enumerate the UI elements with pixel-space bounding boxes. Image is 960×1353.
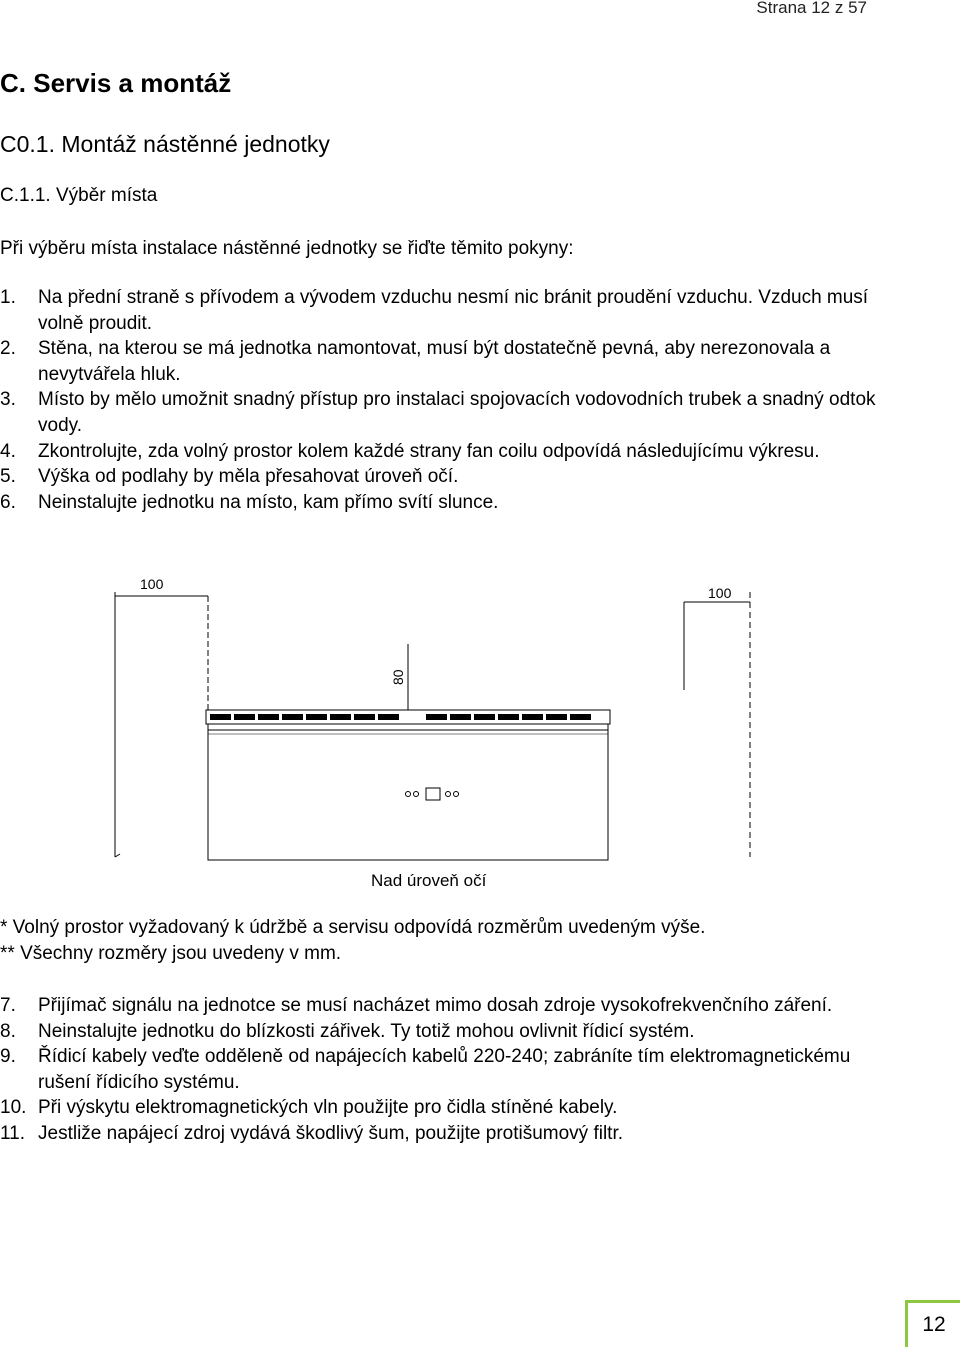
list-item-text: Neinstalujte jednotku do blízkosti zářivek. Ty totiž mohou ovlivnit řídicí systém. xyxy=(38,1020,695,1042)
list-item xyxy=(0,1044,880,1095)
list-item xyxy=(0,387,880,438)
grille-slot xyxy=(234,714,255,720)
grille-slot xyxy=(306,714,327,720)
list-item-number: 9. xyxy=(0,1046,16,1068)
list-item-number: 2. xyxy=(0,338,16,360)
list-item-number: 5. xyxy=(0,466,16,488)
grille-slot xyxy=(474,714,495,720)
list-item-number: 6. xyxy=(0,491,16,513)
bottom-arrow-icon xyxy=(115,854,120,857)
diagram-caption: Nad úroveň očí xyxy=(371,871,487,890)
dim-right-label: 100 xyxy=(708,585,732,601)
indicator-led-icon xyxy=(406,792,411,797)
list-item-number: 7. xyxy=(0,995,16,1016)
grille-slot xyxy=(522,714,543,720)
grille-slot xyxy=(450,714,471,720)
list-item xyxy=(0,993,880,1019)
list-item xyxy=(0,285,880,336)
dim-left-label: 100 xyxy=(140,576,164,592)
subsubsection-title: C.1.1. Výběr místa xyxy=(0,185,158,206)
list-item xyxy=(0,1095,880,1121)
section-title: C. Servis a montáž xyxy=(0,68,232,98)
page-header-label: Strana 12 z 57 xyxy=(756,0,867,17)
grille-slot xyxy=(354,714,375,720)
list-item-text: Zkontrolujte, zda volný prostor kolem každé strany fan coilu odpovídá následujícímu výkresu. xyxy=(38,440,820,462)
list-item-text: Neinstalujte jednotku na místo, kam přímo svítí slunce. xyxy=(38,491,499,513)
page-number-box xyxy=(905,1300,960,1347)
list-item-text: Přijímač signálu na jednotce se musí nacházet mimo dosah zdroje vysokofrekvenčního záření. xyxy=(38,995,833,1016)
grille-slot xyxy=(210,714,231,720)
dim-top-label: 80 xyxy=(390,669,406,685)
page-number: 12 xyxy=(922,1313,946,1336)
note-clearance: * Volný prostor vyžadovaný k údržbě a servisu odpovídá rozměrům uvedeným výše. xyxy=(0,917,706,938)
indicator-led-icon xyxy=(454,792,459,797)
grille-slot xyxy=(330,714,351,720)
grille-slot xyxy=(426,714,447,720)
list-item-number: 10. xyxy=(0,1097,27,1119)
list-item-number: 8. xyxy=(0,1020,16,1042)
clearance-diagram-svg xyxy=(110,572,760,872)
list-item-text: Řídicí kabely veďte odděleně od napájecích kabelů 220-240; zabráníte tím elektromagnetickému rušení řídicího systému. xyxy=(38,1046,851,1093)
receiver-window-icon xyxy=(426,788,440,800)
instruction-list-1 xyxy=(0,285,880,515)
list-item xyxy=(0,439,880,465)
list-item-text: Stěna, na kterou se má jednotka namontovat, musí být dostatečně pevná, aby nerezonovala a nevytvářela hluk. xyxy=(38,338,831,385)
grille-slot xyxy=(546,714,567,720)
grille-slot xyxy=(378,714,399,720)
list-item xyxy=(0,336,880,387)
list-item-number: 11. xyxy=(0,1122,26,1144)
grille-slot xyxy=(570,714,591,720)
list-item xyxy=(0,1019,880,1045)
list-item-text: Místo by mělo umožnit snadný přístup pro instalaci spojovacích vodovodních trubek a snadný odtok vody. xyxy=(38,389,876,436)
grille-slot xyxy=(258,714,279,720)
list-item-number: 4. xyxy=(0,440,16,462)
subsection-title: C0.1. Montáž nástěnné jednotky xyxy=(0,131,330,157)
grille-slot xyxy=(498,714,519,720)
list-item-text: Jestliže napájecí zdroj vydává škodlivý šum, použijte protišumový filtr. xyxy=(38,1122,624,1144)
list-item xyxy=(0,490,880,516)
list-item xyxy=(0,464,880,490)
indicator-led-icon xyxy=(446,792,451,797)
list-item-text: Při výskytu elektromagnetických vln použijte pro čidla stíněné kabely. xyxy=(38,1097,618,1119)
indicator-led-icon xyxy=(414,792,419,797)
list-item-text: Na přední straně s přívodem a vývodem vzduchu nesmí nic bránit proudění vzduchu. Vzduch musí volně proudit. xyxy=(38,287,869,334)
list-item-text: Výška od podlahy by měla přesahovat úroveň očí. xyxy=(38,466,459,488)
list-item-number: 1. xyxy=(0,287,16,308)
list-item-number: 3. xyxy=(0,389,16,411)
list-item xyxy=(0,1121,880,1147)
grille-slot xyxy=(282,714,303,720)
instruction-list-2 xyxy=(0,993,880,1147)
note-units: ** Všechny rozměry jsou uvedeny v mm. xyxy=(0,943,342,964)
clearance-diagram xyxy=(110,572,760,872)
intro-paragraph: Při výběru místa instalace nástěnné jednotky se řiďte těmito pokyny: xyxy=(0,238,574,259)
